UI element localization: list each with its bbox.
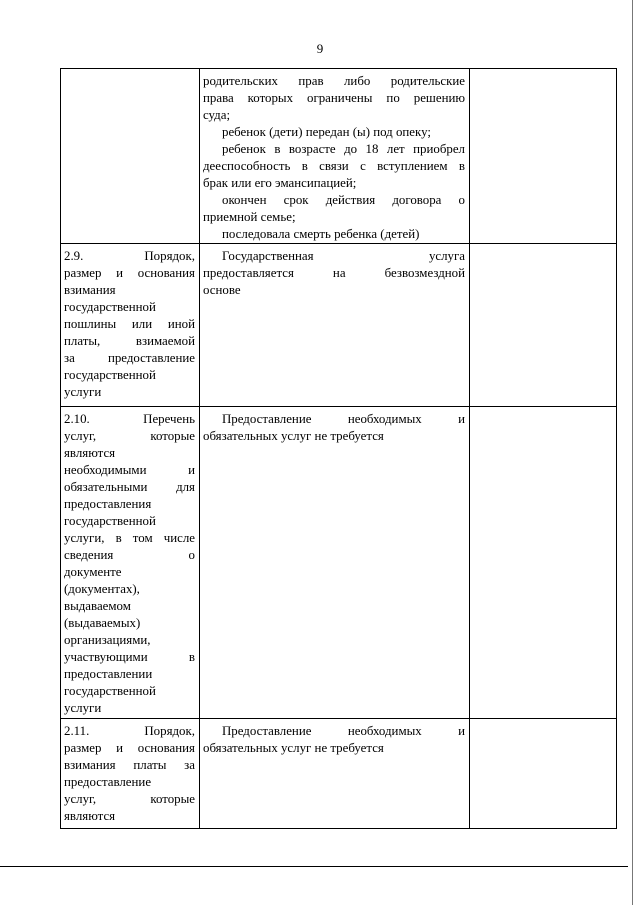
text-line: брак или его эмансипацией; xyxy=(203,176,357,190)
row-label xyxy=(61,69,199,73)
row-label-cell xyxy=(61,719,200,829)
text-line: последовала смерть ребенка (детей) xyxy=(222,227,420,241)
table-row xyxy=(61,69,617,244)
text-line: платы, взимаемой xyxy=(64,334,195,348)
text-line: услуги xyxy=(64,701,102,715)
page-bottom-rule xyxy=(0,866,628,867)
text-line: Предоставление необходимых и xyxy=(222,724,465,738)
row-label-cell xyxy=(61,244,200,407)
text-line: обязательных услуг не требуется xyxy=(203,429,384,443)
row-content xyxy=(200,244,469,299)
text-line: государственной xyxy=(64,368,156,382)
row-empty-cell xyxy=(470,69,617,244)
text-line: Государственная услуга xyxy=(222,249,465,263)
text-line: пошлины или иной xyxy=(64,317,195,331)
row-label xyxy=(61,719,199,825)
row-label xyxy=(61,244,199,401)
text-line: услуги xyxy=(64,385,102,399)
text-line: предоставляется на безвозмездной xyxy=(203,266,465,280)
row-label xyxy=(61,407,199,717)
text-line: обязательных услуг не требуется xyxy=(203,741,384,755)
text-line: документе xyxy=(64,565,122,579)
row-empty-cell xyxy=(470,244,617,407)
text-line: ребенок (дети) передан (ы) под опеку; xyxy=(222,125,431,139)
text-line: за предоставление xyxy=(64,351,195,365)
text-line: являются xyxy=(64,809,116,823)
row-empty-cell xyxy=(470,719,617,829)
row-label-cell xyxy=(61,407,200,719)
text-line: государственной xyxy=(64,684,156,698)
table-row xyxy=(61,407,617,719)
text-line: являются xyxy=(64,446,116,460)
text-line: необходимыми и xyxy=(64,463,195,477)
table-row xyxy=(61,719,617,829)
row-empty-cell xyxy=(470,407,617,719)
text-line: сведения о xyxy=(64,548,195,562)
text-line: услуг, которые xyxy=(64,429,195,443)
text-line: предоставление xyxy=(64,775,152,789)
row-content xyxy=(200,407,469,445)
text-line: обязательными для xyxy=(64,480,195,494)
text-line: (выдаваемых) xyxy=(64,616,141,630)
text-line: услуги, в том числе xyxy=(64,531,195,545)
text-line: услуг, которые xyxy=(64,792,195,806)
row-content-cell xyxy=(200,719,470,829)
text-line: ребенок в возрасте до 18 лет приобрел xyxy=(222,142,465,156)
text-line: дееспособность в связи с вступлением в xyxy=(203,159,465,173)
text-line: выдаваемом xyxy=(64,599,131,613)
text-line: суда; xyxy=(203,108,231,122)
text-line: государственной xyxy=(64,514,156,528)
row-content xyxy=(200,719,469,757)
text-line: 2.11. Порядок, xyxy=(64,724,195,738)
text-line: окончен срок действия договора о xyxy=(222,193,465,207)
row-content-cell xyxy=(200,407,470,719)
text-line: 2.10. Перечень xyxy=(64,412,195,426)
text-line: приемной семье; xyxy=(203,210,296,224)
text-line: участвующими в xyxy=(64,650,195,664)
table-row xyxy=(61,244,617,407)
services-table xyxy=(60,68,617,829)
row-label-cell xyxy=(61,69,200,244)
text-line: взимания xyxy=(64,283,116,297)
text-line: взимания платы за xyxy=(64,758,195,772)
scan-edge xyxy=(632,0,633,905)
text-line: основе xyxy=(203,283,241,297)
text-line: предоставлении xyxy=(64,667,153,681)
text-line: (документах), xyxy=(64,582,140,596)
text-line: 2.9. Порядок, xyxy=(64,249,195,263)
text-line: размер и основания xyxy=(64,266,195,280)
text-line: родительских прав либо родительские xyxy=(203,74,465,88)
text-line: размер и основания xyxy=(64,741,195,755)
text-line: государственной xyxy=(64,300,156,314)
row-content-cell xyxy=(200,244,470,407)
text-line: предоставления xyxy=(64,497,152,511)
row-content xyxy=(200,69,469,243)
text-line: права которых ограничены по решению xyxy=(203,91,465,105)
row-content-cell xyxy=(200,69,470,244)
text-line: Предоставление необходимых и xyxy=(222,412,465,426)
page-number: 9 xyxy=(316,41,324,56)
text-line: организациями, xyxy=(64,633,151,647)
